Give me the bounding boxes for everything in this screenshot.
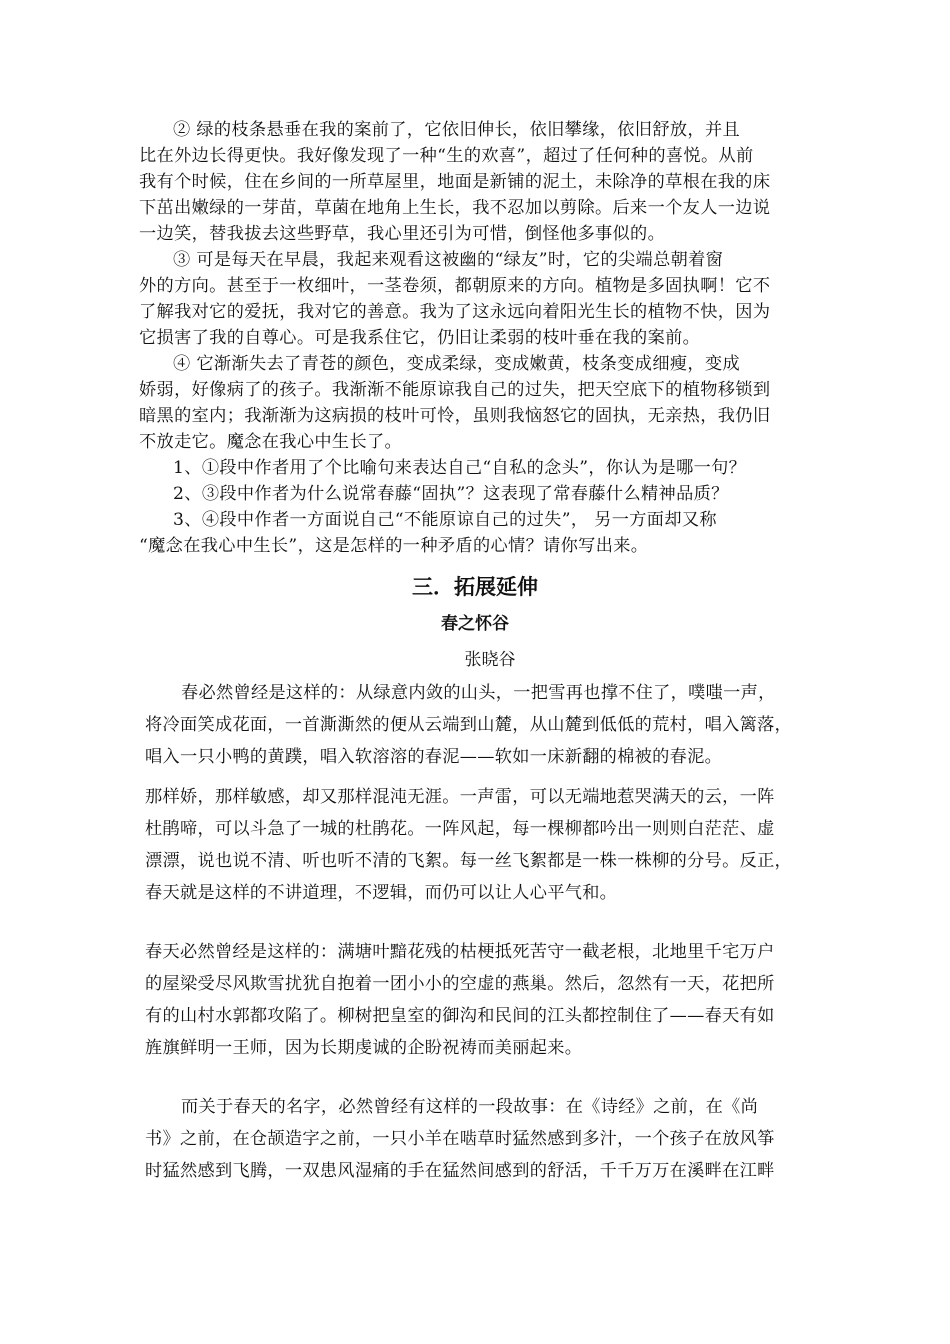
text-line: 春天就是这样的不讲道理，不逻辑，而仍可以让人心平气和。 [145, 883, 618, 903]
text-line: 将冷面笑成花面，一首澌澌然的便从云端到山麓，从山麓到低低的荒村，唱入篱落， [145, 715, 793, 735]
text-line: 春天必然曾经是这样的：满塘叶黯花残的枯梗抵死苦守一截老根，北地里千宅万户 [145, 942, 775, 962]
text-line: 旌旗鲜明一王师，因为长期虔诚的企盼祝祷而美丽起来。 [145, 1038, 583, 1058]
text-line: ② 绿的枝条悬垂在我的案前了，它依旧伸长，依旧攀缘，依旧舒放，并且 [173, 120, 741, 140]
text-line: 春必然曾经是这样的：从绿意内敛的山头，一把雪再也撑不住了，噗嗤一声， [181, 683, 776, 703]
paragraph-3 [139, 247, 815, 351]
text-line: 唱入一只小鸭的黄蹼，唱入软溶溶的春泥——软如一床新翻的棉被的春泥。 [145, 747, 723, 767]
essay-paragraph-4 [145, 1091, 815, 1187]
text-line: 它损害了我的自尊心。可是我系住它，仍旧让柔弱的枝叶垂在我的案前。 [139, 328, 701, 348]
text-line: 了解我对它的爱抚，我对它的善意。我为了这永远向着阳光生长的植物不快，因为 [139, 302, 771, 322]
essay-title: 春之怀谷 [441, 614, 509, 634]
essay-author: 张晓谷 [464, 650, 516, 670]
text-line: 时猛然感到飞腾，一双患风湿痛的手在猛然间感到的舒活，千千万万在溪畔在江畔 [145, 1161, 775, 1181]
text-line: 书》之前，在仓颉造字之前，一只小羊在啮草时猛然感到多汁，一个孩子在放风筝 [145, 1129, 775, 1149]
question-3-continued: “魔念在我心中生长”，这是怎样的一种矛盾的心情？请你写出来。 [139, 536, 649, 556]
text-line: 比在外边长得更快。我好像发现了一种“生的欢喜”，超过了任何种的喜悦。从前 [139, 146, 754, 166]
text-line: 漂漂，说也说不清、听也听不清的飞絮。每一丝飞絮都是一株一株柳的分号。反正， [145, 851, 793, 871]
text-line: 而关于春天的名字，必然曾经有这样的一段故事：在《诗经》之前，在《尚 [181, 1097, 759, 1117]
text-line: ③ 可是每天在早晨，我起来观看这被幽的“绿友”时，它的尖端总朝着窗 [173, 250, 724, 270]
text-line: 一边笑，替我拔去这些野草，我心里还引为可惜，倒怪他多事似的。 [139, 224, 666, 244]
text-line: 暗黑的室内；我渐渐为这病损的枝叶可怜，虽则我恼怒它的固执，无亲热，我仍旧 [139, 406, 771, 426]
section-title: 三．拓展延伸 [412, 575, 538, 599]
essay-paragraph-1 [145, 677, 815, 773]
text-line: 有的山村水郭都攻陷了。柳树把皇室的御沟和民间的江头都控制住了——春天有如 [145, 1006, 775, 1026]
question-2: 2、③段中作者为什么说常春藤“固执”？这表现了常春藤什么精神品质？ [173, 484, 729, 504]
essay-paragraph-3 [145, 936, 815, 1064]
question-3: 3、④段中作者一方面说自己“不能原谅自己的过失”， 另一方面却又称 [173, 510, 717, 530]
text-line: 我有个时候，住在乡间的一所草屋里，地面是新铺的泥土，未除净的草根在我的床 [139, 172, 771, 192]
text-line: 外的方向。甚至于一枚细叶，一茎卷须，都朝原来的方向。植物是多固执啊！它不 [139, 276, 771, 296]
question-1: 1、①段中作者用了个比喻句来表达自己“自私的念头”，你认为是哪一句？ [173, 458, 747, 478]
text-line: 下茁出嫩绿的一芽苗，草菌在地角上生长，我不忍加以剪除。后来一个友人一边说 [139, 198, 771, 218]
text-line: 那样娇，那样敏感，却又那样混沌无涯。一声雷，可以无端地惹哭满天的云，一阵 [145, 787, 775, 807]
questions-list [139, 455, 815, 559]
text-line: 娇弱，好像病了的孩子。我渐渐不能原谅我自己的过失，把天空底下的植物移锁到 [139, 380, 771, 400]
text-line: 的屋梁受尽风欺雪扰犹自抱着一团小小的空虚的燕巢。然后，忽然有一天，花把所 [145, 974, 775, 994]
paragraph-2 [139, 117, 815, 247]
text-line: 不放走它。魔念在我心中生长了。 [139, 432, 403, 452]
paragraph-4 [139, 351, 815, 455]
essay-paragraph-2 [145, 781, 815, 909]
text-line: 杜鹃啼，可以斗急了一城的杜鹃花。一阵风起，每一棵柳都吟出一则则白茫茫、虚 [145, 819, 775, 839]
text-line: ④ 它渐渐失去了青苍的颜色，变成柔绿，变成嫩黄，枝条变成细瘦，变成 [173, 354, 741, 374]
